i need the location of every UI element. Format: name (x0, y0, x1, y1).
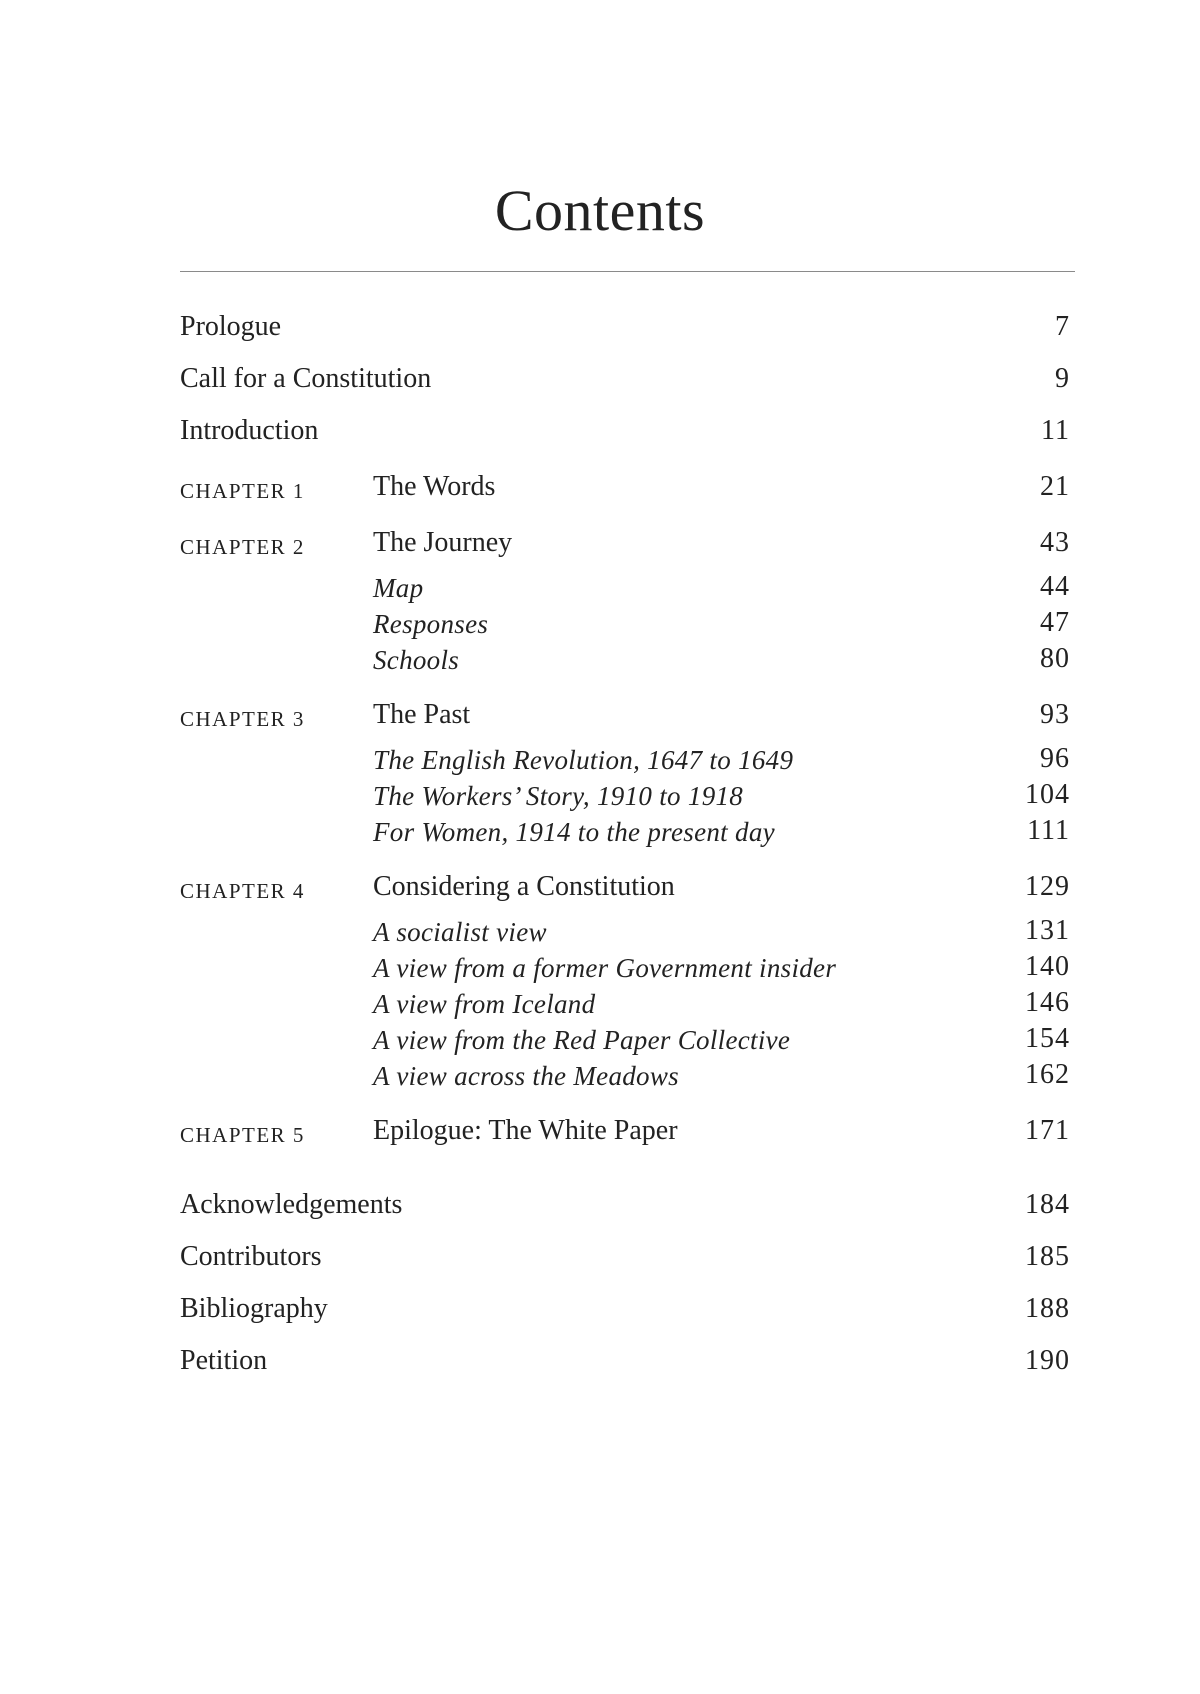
toc-section (180, 812, 1070, 852)
toc-entry-introduction (180, 412, 1070, 452)
toc-page-number: 185 (1025, 1241, 1070, 1272)
toc-page-number: 96 (1040, 743, 1070, 774)
toc-page-number: 7 (1055, 311, 1070, 342)
chapter-label: CHAPTER 5 (180, 1123, 305, 1147)
toc-page-number: 47 (1040, 607, 1070, 638)
toc-page-number: 93 (1040, 699, 1070, 730)
toc-entry-label: Bibliography (180, 1293, 328, 1324)
toc-section (180, 604, 1070, 644)
toc-page-number: 162 (1025, 1059, 1070, 1090)
toc-section (180, 1056, 1070, 1096)
toc-page-number: 11 (1041, 415, 1070, 446)
page-title: Contents (494, 178, 706, 243)
section-title: Schools (373, 645, 460, 675)
chapter-label: CHAPTER 4 (180, 879, 305, 903)
title-divider (180, 271, 1075, 272)
section-title: The English Revolution, 1647 to 1649 (373, 745, 794, 775)
toc-chapter-3 (180, 696, 1070, 736)
toc-entry-bibliography (180, 1290, 1070, 1330)
toc-page-number: 43 (1040, 527, 1070, 558)
toc-page-number: 9 (1055, 363, 1070, 394)
toc-page-number: 188 (1025, 1293, 1070, 1324)
section-title: A view across the Meadows (373, 1061, 679, 1091)
section-title: A view from the Red Paper Collective (373, 1025, 791, 1055)
toc-entry-label: Petition (180, 1345, 268, 1376)
toc-section (180, 948, 1070, 988)
chapter-label: CHAPTER 2 (180, 535, 305, 559)
toc-page-number: 44 (1040, 571, 1070, 602)
toc-section (180, 1020, 1070, 1060)
toc-entry-acknowledgements (180, 1186, 1070, 1226)
toc-page-number: 104 (1025, 779, 1070, 810)
section-title: Responses (373, 609, 489, 639)
chapter-title: Considering a Constitution (373, 871, 675, 902)
toc-entry-prologue (180, 308, 1070, 348)
toc-page-number: 111 (1027, 815, 1070, 846)
toc-section (180, 568, 1070, 608)
toc-page-number: 80 (1040, 643, 1070, 674)
section-title: For Women, 1914 to the present day (373, 817, 775, 847)
chapter-title: Epilogue: The White Paper (373, 1115, 678, 1146)
section-title: A view from a former Government insider (373, 953, 837, 983)
toc-page-number: 146 (1025, 987, 1070, 1018)
toc-chapter-1 (180, 468, 1070, 508)
toc-section (180, 776, 1070, 816)
chapter-title: The Past (373, 699, 471, 730)
chapter-title: The Journey (373, 527, 513, 558)
toc-page-number: 171 (1025, 1115, 1070, 1146)
toc-page-number: 190 (1025, 1345, 1070, 1376)
toc-page-number: 129 (1025, 871, 1070, 902)
toc-entry-label: Introduction (180, 415, 319, 446)
toc-entry-petition (180, 1342, 1070, 1382)
toc-page-number: 140 (1025, 951, 1070, 982)
chapter-label: CHAPTER 1 (180, 479, 305, 503)
toc-page-number: 184 (1025, 1189, 1070, 1220)
toc-entry-label: Contributors (180, 1241, 322, 1272)
toc-page-number: 21 (1040, 471, 1070, 502)
toc-section (180, 740, 1070, 780)
section-title: The Workers’ Story, 1910 to 1918 (373, 781, 744, 811)
toc-chapter-4 (180, 868, 1070, 908)
toc-page-number: 131 (1025, 915, 1070, 946)
toc-entry-label: Acknowledgements (180, 1189, 403, 1220)
toc-section (180, 984, 1070, 1024)
section-title: Map (373, 573, 424, 603)
toc-entry-label: Prologue (180, 311, 282, 342)
toc-section (180, 912, 1070, 952)
section-title: A socialist view (373, 917, 547, 947)
toc-entry-contributors (180, 1238, 1070, 1278)
toc-entry-call-for-constitution (180, 360, 1070, 400)
chapter-label: CHAPTER 3 (180, 707, 305, 731)
section-title: A view from Iceland (373, 989, 596, 1019)
toc-entry-label: Call for a Constitution (180, 363, 432, 394)
toc-page-number: 154 (1025, 1023, 1070, 1054)
toc-chapter-2 (180, 524, 1070, 564)
toc-section (180, 640, 1070, 680)
toc-chapter-5 (180, 1112, 1070, 1152)
chapter-title: The Words (373, 471, 496, 502)
